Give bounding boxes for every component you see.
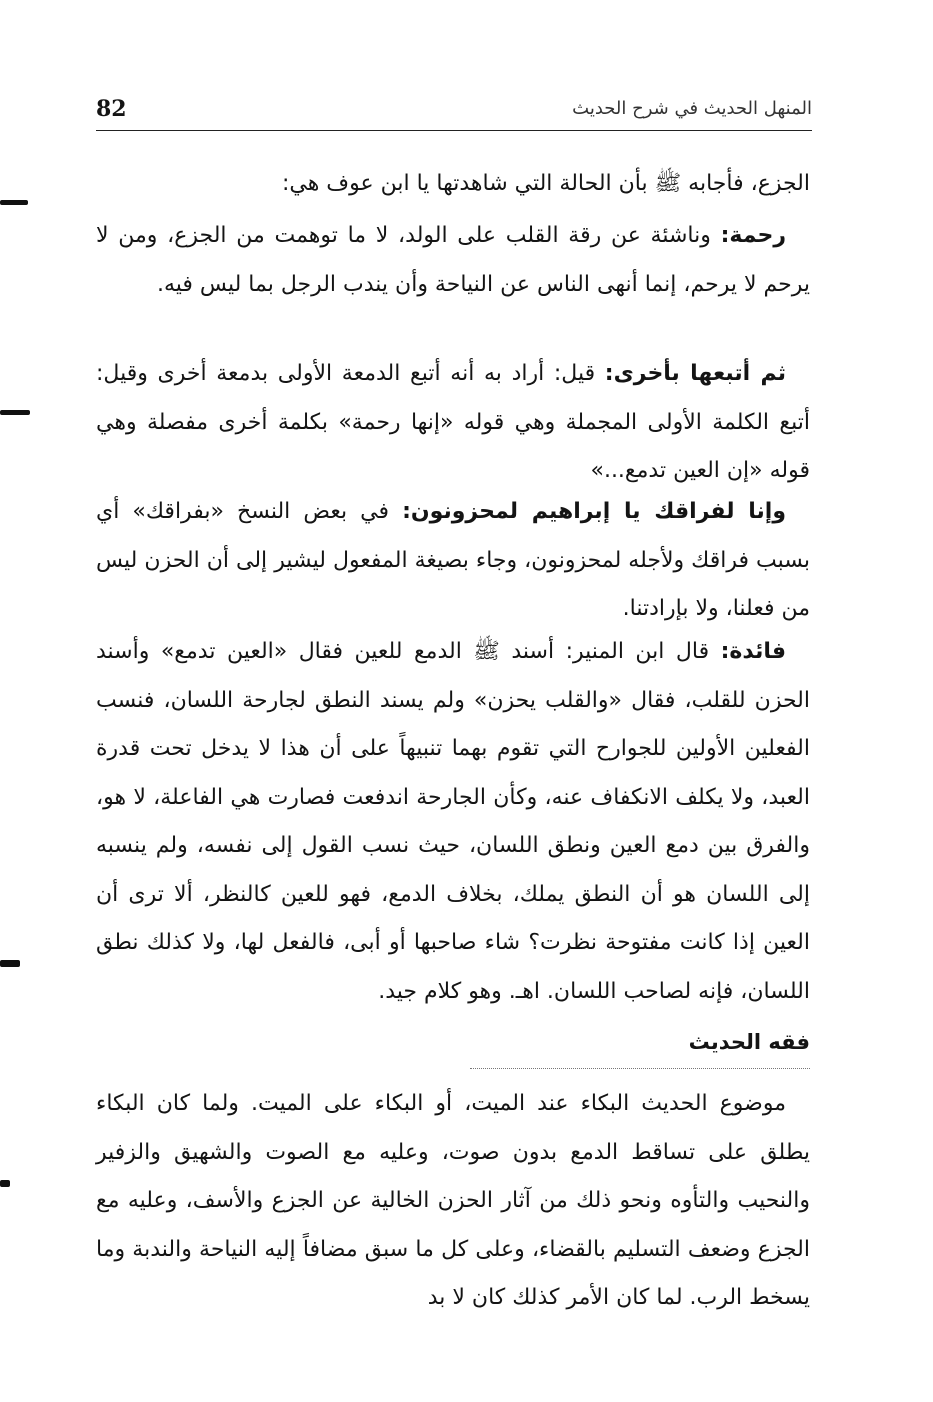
paragraph-text: وناشئة عن رقة القلب على الولد، لا ما توهمت من الجزع، ومن لا يرحم لا يرحم، إنما أنهى الناس عن النياحة وأن يندب الرجل بما ليس فيه. [96,223,810,297]
paragraph-lefiraqik [96,488,810,634]
margin-mark [0,200,28,205]
paragraph-keyword: ثم أتبعها بأخرى: [604,361,786,386]
paragraph-faida [96,628,810,1016]
paragraph-text: موضوع الحديث البكاء عند الميت، أو البكاء على الميت. ولما كان البكاء يطلق على تساقط الدمع بدون صوت، وعليه مع الصوت والشهيق والزفير والنحيب والتأوه ونحو ذلك من آثار الحزن الخالية عن الجزع والأسف، وعليه مع الجزع وضعف التسليم بالقضاء، وعلى كل ما سبق مضافاً إليه النياحة والندبة وما يسخط الرب. لما كان الأمر كذلك كان لا بد [96,1091,810,1310]
paragraph-rahma [96,212,810,309]
running-header [96,92,812,126]
page-number: 82 [96,96,127,122]
margin-mark [0,960,20,967]
paragraph-atbaaha [96,350,810,496]
header-divider [96,130,812,131]
paragraph-text: في بعض النسخ «بفراقك» أي بسبب فراقك ولأجله لمحزونون، وجاء بصيغة المفعول ليشير إلى أن الحزن ليس من فعلنا، ولا بإرادتنا. [96,499,810,621]
section-divider [470,1068,810,1069]
margin-mark [0,1180,10,1187]
book-title: المنهل الحديث في شرح الحديث [572,98,812,119]
margin-mark [0,410,30,415]
section-heading: فقه الحديث [688,1030,810,1054]
paragraph-intro [96,160,810,209]
paragraph-keyword: وإنا لفراقك يا إبراهيم لمحزونون: [402,499,786,524]
paragraph-text: الجزع، فأجابه ﷺ بأن الحالة التي شاهدتها يا ابن عوف هي: [281,171,810,196]
paragraph-keyword: فائدة: [720,639,786,664]
paragraph-text: قيل: أراد به أنه أتبع الدمعة الأولى بدمعة أخرى وقيل: أتبع الكلمة الأولى المجملة وهي قوله «إنها رحمة» بكلمة أخرى مفصلة وهي قوله «إن العين تدمع...» [96,361,810,483]
paragraph-keyword: رحمة: [720,223,786,248]
paragraph-text: قال ابن المنير: أسند ﷺ الدمع للعين فقال «العين تدمع» وأسند الحزن للقلب، فقال «والقلب يحزن» ولم يسند النطق لجارحة اللسان، فنسب الفعلين الأولين للجوارح التي تقوم بهما تنبيهاً على أن هذا لا يدخل تحت قدرة العبد، ولا يكلف الانكفاف عنه، وكأن الجارحة اندفعت فصارت هي الفاعلة، لا هو، والفرق بين دمع العين ونطق اللسان، حيث نسب القول إلى نفسه، ولم ينسبه إلى اللسان هو أن النطق يملك، بخلاف الدمع، فهو للعين كالنظر، ألا ترى أن العين إذا كانت مفتوحة نظرت؟ شاء صاحبها أو أبى، فالفعل لها، ولا كذلك نطق اللسان، فإنه لصاحب اللسان. اهـ. وهو كلام جيد. [96,639,810,1004]
section-paragraph [96,1080,810,1323]
